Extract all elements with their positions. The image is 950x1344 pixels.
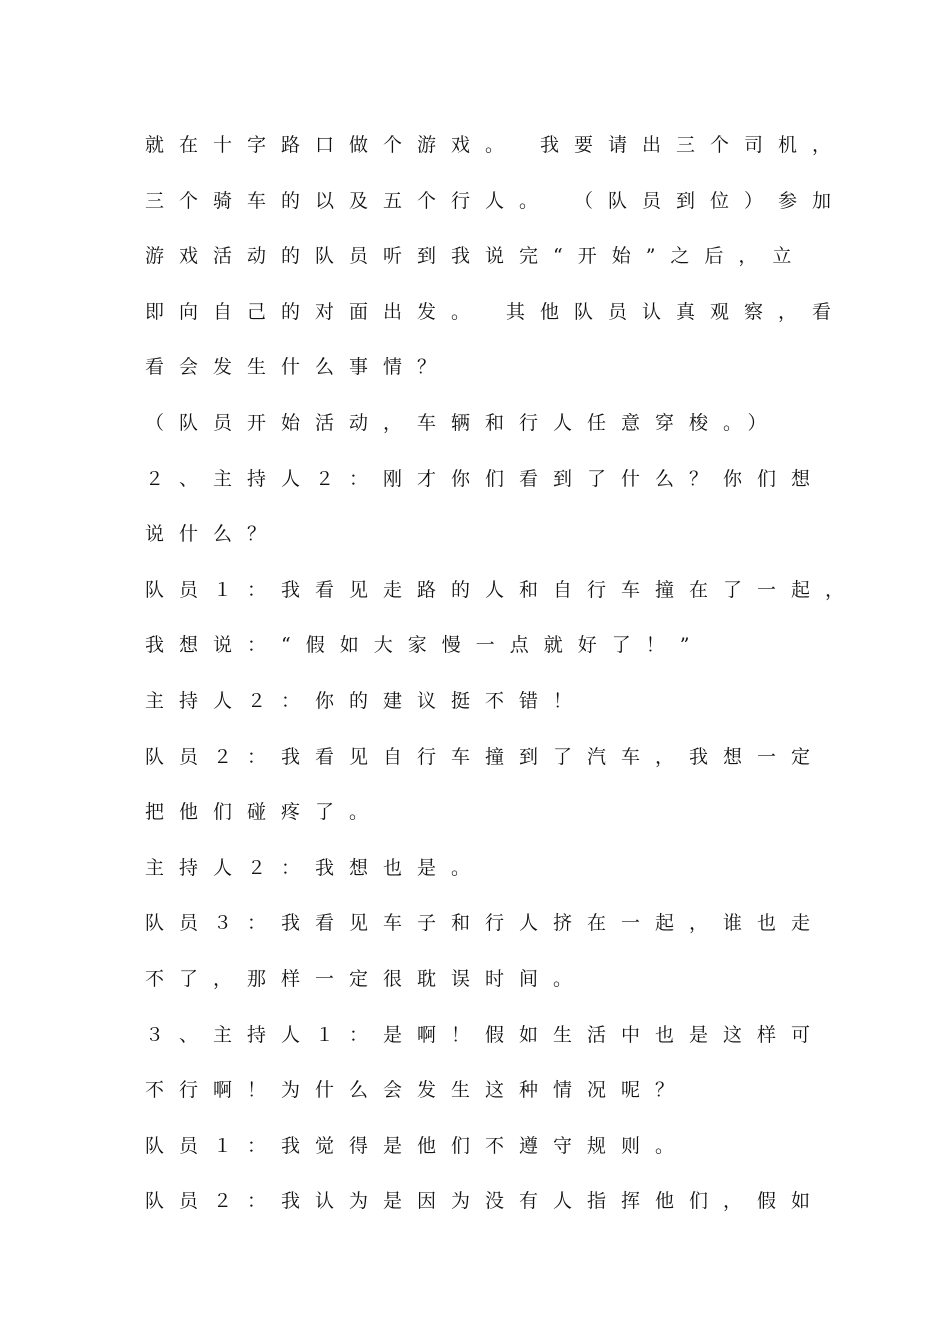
text-line: 游戏活动的队员听到我说完“开始”之后，立 [145,245,807,268]
text-line: 三个骑车的以及五个行人。 （队员到位）参加 [145,189,847,212]
text-line: ２、主持人２：刚才你们看到了什么？你们想 [145,467,826,490]
text-line: 看会发生什么事情？ [145,356,452,379]
text-line: 队员１：我觉得是他们不遵守规则。 [145,1134,690,1157]
text-line: 队员３：我看见车子和行人挤在一起，谁也走 [145,912,826,935]
text-line: 把他们碰疼了。 [145,801,384,824]
text-line: 主持人２：你的建议挺不错！ [145,689,588,712]
text-line: 主持人２：我想也是。 [145,856,486,879]
text-line: 就在十字路口做个游戏。 我要请出三个司机， [145,134,847,156]
text-line: 不行啊！为什么会发生这种情况呢？ [145,1079,690,1102]
text-line: 即向自己的对面出发。 其他队员认真观察，看 [145,300,847,323]
text-line: 队员２：我看见自行车撞到了汽车，我想一定 [145,745,826,768]
text-line: 队员２：我认为是因为没有人指挥他们，假如 [145,1190,826,1213]
text-line: 我想说：“假如大家慢一点就好了！” [145,634,705,657]
text-line: （队员开始活动，车辆和行人任意穿梭。） [145,411,782,434]
text-line: 队员１：我看见走路的人和自行车撞在了一起， [145,578,860,601]
text-line: 不了，那样一定很耽误时间。 [145,967,588,990]
document-body [145,128,860,1240]
text-line: 说什么？ [145,523,282,546]
text-line: ３、主持人１：是啊！假如生活中也是这样可 [145,1023,826,1046]
